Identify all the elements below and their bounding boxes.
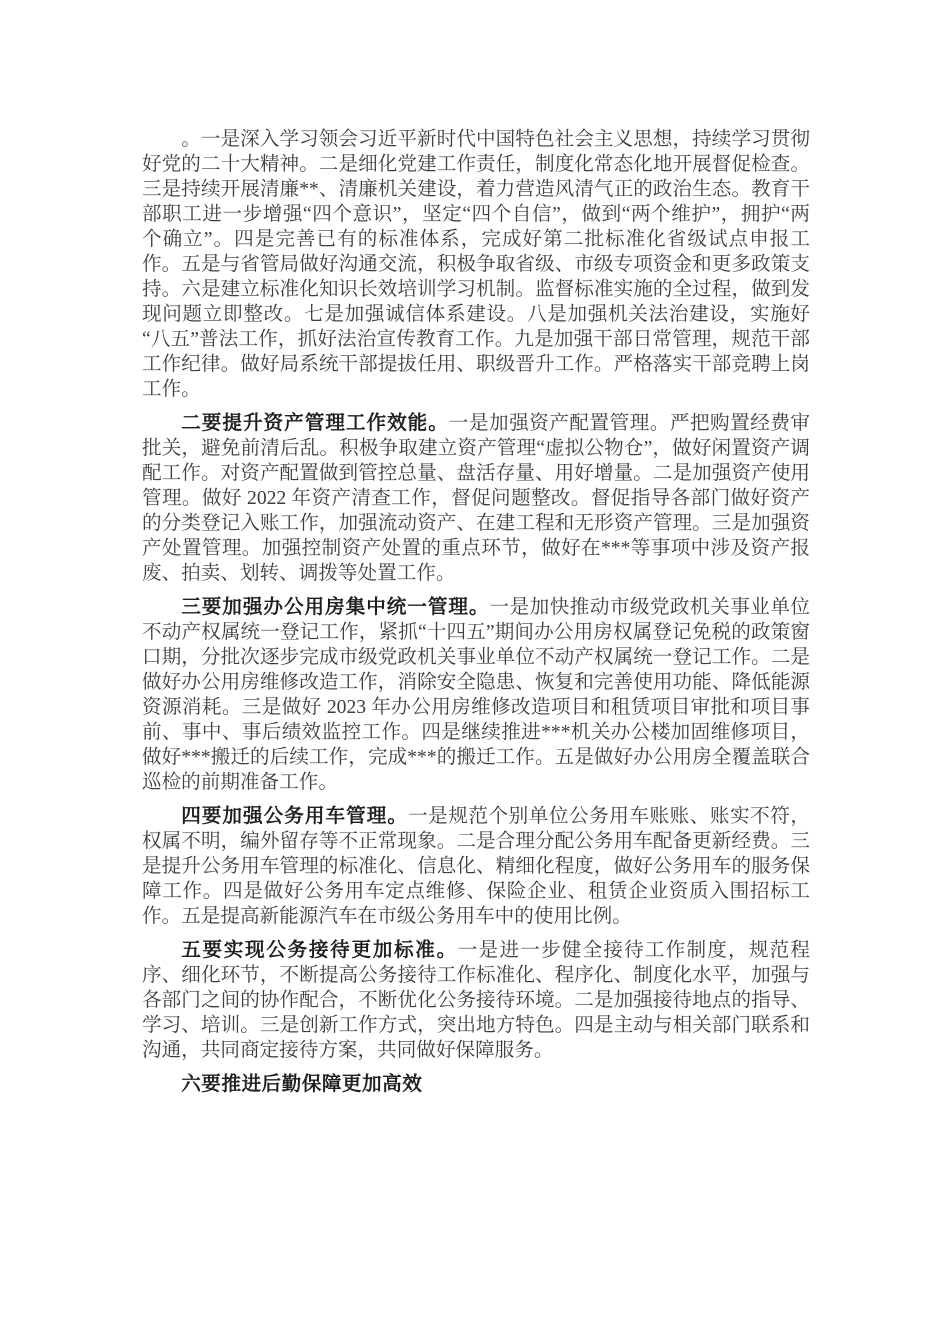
paragraph-text: 一是加强资产配置管理。严把购置经费审批关，避免前清后乱。积极争取建立资产管理“虚拟公物仓”，做好闲置资产调配工作。对资产配置做到管控总量、盘活存量、用好增量。二是加强资产使用管理。做好 2022 年资产清查工作，督促问题整改。督促指导各部门做好资产的分类登记入账工作，加强流动资产、在建工程和无形资产管理。三是加强资产处置管理。加强控制资产处置的重点环节，做好在***等事项中涉及资产报废、拍卖、划转、调拨等处置工作。 [142,413,811,584]
paragraph-text: 一是规范个别单位公务用车账账、账实不符，权属不明，编外留存等不正常现象。二是合理分配公务用车配备更新经费。三是提升公务用车管理的标准化、信息化、精细化程度，做好公务用车的服务保障工作。四是做好公务用车定点维修、保险企业、租赁企业资质入围招标工作。五是提高新能源汽车在市级公务用车中的使用比例。 [142,806,811,927]
paragraph [142,411,810,586]
section-heading: 四要加强公务用车管理。 [181,805,409,827]
paragraph [142,804,810,929]
section-heading: 六要推进后勤保障更加高效 [181,1073,423,1095]
paragraph [142,1072,810,1097]
section-heading: 三要加强办公用房集中统一管理。 [181,596,490,618]
paragraph-text: 一是加快推动市级党政机关事业单位不动产权属统一登记工作，紧抓“十四五”期间办公用房权属登记免税的政策窗口期，分批次逐步完成市级党政机关事业单位不动产权属统一登记工作。二是做好办公用房维修改造工作，消除安全隐患、恢复和完善使用功能、降低能源资源消耗。三是做好 2023 年办公用房维修改造项目和租赁项目审批和项目事前、事中、事后绩效监控工作。四是继续推进***机关办公楼加固维修项目，做好***搬迁的后续工作，完成***的搬迁工作。五是做好办公用房全覆盖联合巡检的前期准备工作。 [142,597,810,793]
paragraph [142,938,810,1063]
section-heading: 二要提升资产管理工作效能。 [181,412,449,434]
paragraph-text: 。一是深入学习领会习近平新时代中国特色社会主义思想，持续学习贯彻好党的二十大精神。二是细化党建工作责任，制度化常态化地开展督促检查。三是持续开展清廉**、清廉机关建设，着力营造风清气正的政治生态。教育干部职工进一步增强“四个意识”，坚定“四个自信”，做到“两个维护”，拥护“两个确立”。四是完善已有的标准体系，完成好第二批标准化省级试点申报工作。五是与省管局做好沟通交流，积极争取省级、市级专项资金和更多政策支持。六是建立标准化知识长效培训学习机制。监督标准实施的全过程，做到发现问题立即整改。七是加强诚信体系建设。八是加强机关法治建设，实施好“八五”普法工作，抓好法治宣传教育工作。九是加强干部日常管理，规范干部工作纪律。做好局系统干部提拔任用、职级晋升工作。严格落实干部竞聘上岗工作。 [142,129,810,400]
paragraph-text: 一是进一步健全接待工作制度，规范程序、细化环节，不断提高公务接待工作标准化、程序化、制度化水平，加强与各部门之间的协作配合，不断优化公务接待环境。二是加强接待地点的指导、学习、培训。三是创新工作方式，突出地方特色。四是主动与相关部门联系和沟通，共同商定接待方案，共同做好保障服务。 [142,940,811,1061]
document-text-block [142,127,810,1097]
section-heading: 五要实现公务接待更加标准。 [181,939,458,961]
paragraph [142,127,810,402]
paragraph [142,595,810,795]
